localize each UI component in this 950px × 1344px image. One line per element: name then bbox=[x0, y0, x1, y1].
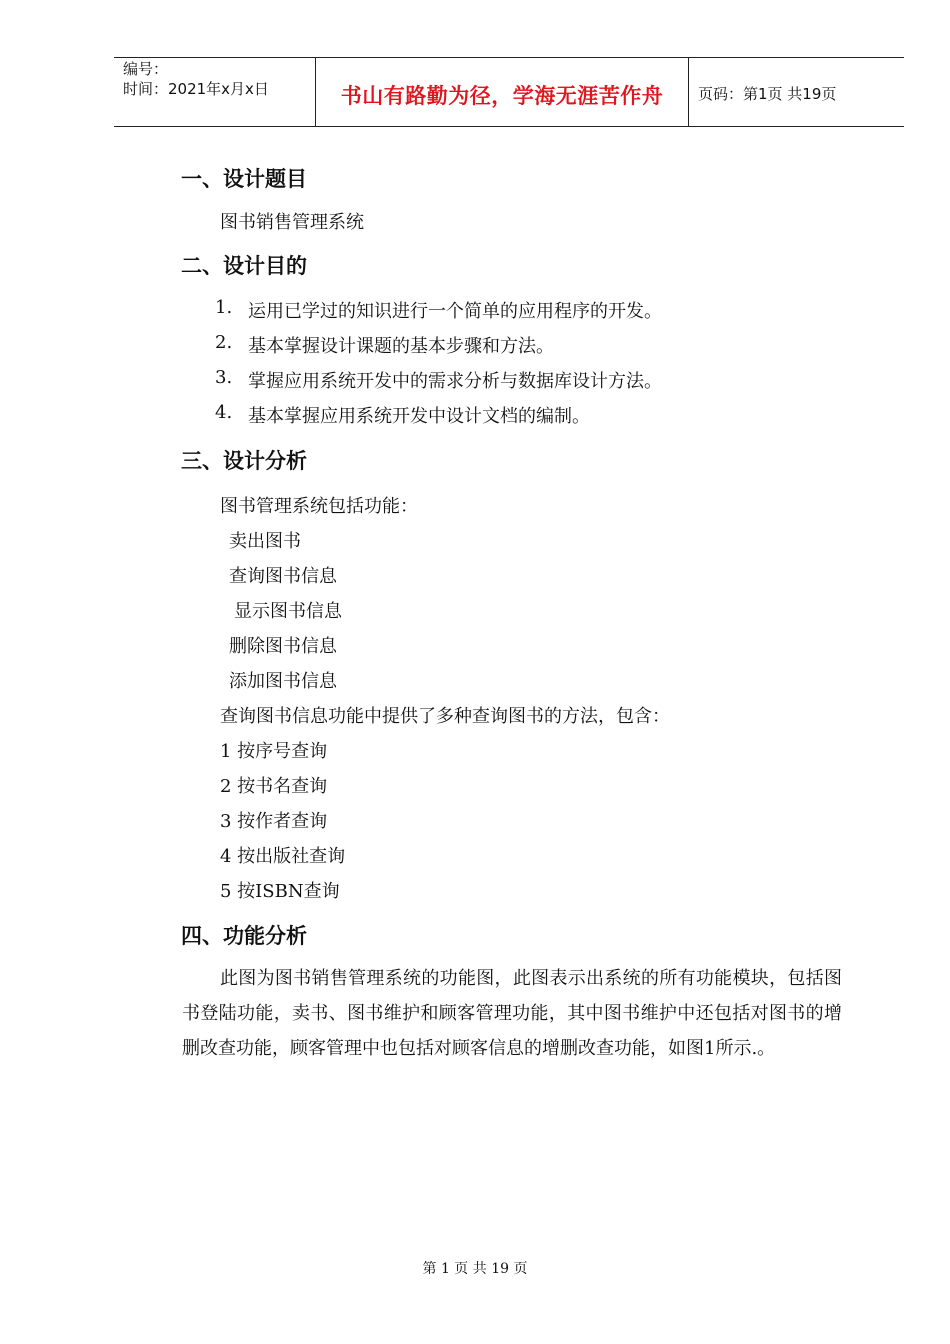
section-4-paragraph: 此图为图书销售管理系统的功能图，此图表示出系统的所有功能模块，包括图书登陆功能，卖书、图书维护和顾客管理功能，其中图书维护中还包括对图书的增删改查功能，顾客管理中也包括对顾客信息的增删改查功能，如图1所示.。 bbox=[182, 968, 842, 1059]
list-item-number: 3. bbox=[215, 367, 233, 388]
page-footer: 第 1 页 共 19 页 bbox=[422, 1261, 528, 1277]
query-item: 3 按作者查询 bbox=[220, 811, 328, 832]
list-item: 基本掌握设计课题的基本步骤和方法。 bbox=[248, 336, 554, 357]
function-item: 删除图书信息 bbox=[229, 636, 337, 657]
motto-text: 书山有路勤为径，学海无涯苦作舟 bbox=[340, 84, 664, 108]
section-1-body: 图书销售管理系统 bbox=[220, 212, 364, 233]
query-intro: 查询图书信息功能中提供了多种查询图书的方法，包含： bbox=[220, 706, 670, 727]
list-item: 掌握应用系统开发中的需求分析与数据库设计方法。 bbox=[248, 371, 662, 392]
function-item: 查询图书信息 bbox=[229, 566, 337, 587]
section-4-title: 四、功能分析 bbox=[181, 924, 307, 948]
function-item: 显示图书信息 bbox=[234, 601, 342, 622]
function-item: 添加图书信息 bbox=[229, 671, 337, 692]
query-item: 2 按书名查询 bbox=[220, 776, 328, 797]
section-3-title: 三、设计分析 bbox=[181, 449, 307, 473]
serial-label: 编号： bbox=[123, 60, 169, 78]
list-item: 运用已学过的知识进行一个简单的应用程序的开发。 bbox=[248, 301, 662, 322]
list-item-number: 1. bbox=[215, 297, 233, 318]
time-label: 时间：2021年x月x日 bbox=[123, 80, 269, 98]
section-1-title: 一、设计题目 bbox=[181, 167, 307, 191]
header-motto-cell bbox=[316, 58, 689, 126]
list-item-number: 4. bbox=[215, 402, 233, 423]
query-item: 4 按出版社查询 bbox=[220, 846, 346, 867]
list-item: 基本掌握应用系统开发中设计文档的编制。 bbox=[248, 406, 590, 427]
query-item: 1 按序号查询 bbox=[220, 741, 328, 762]
header-page-cell bbox=[689, 58, 904, 126]
page-header bbox=[114, 57, 904, 127]
list-item-number: 2. bbox=[215, 332, 233, 353]
query-item: 5 按ISBN查询 bbox=[220, 881, 340, 902]
section-2-title: 二、设计目的 bbox=[181, 254, 307, 278]
function-item: 卖出图书 bbox=[229, 531, 301, 552]
section-3-intro: 图书管理系统包括功能： bbox=[220, 496, 418, 517]
header-meta-cell bbox=[114, 58, 316, 126]
header-page-label: 页码：第1页 共19页 bbox=[698, 85, 837, 103]
